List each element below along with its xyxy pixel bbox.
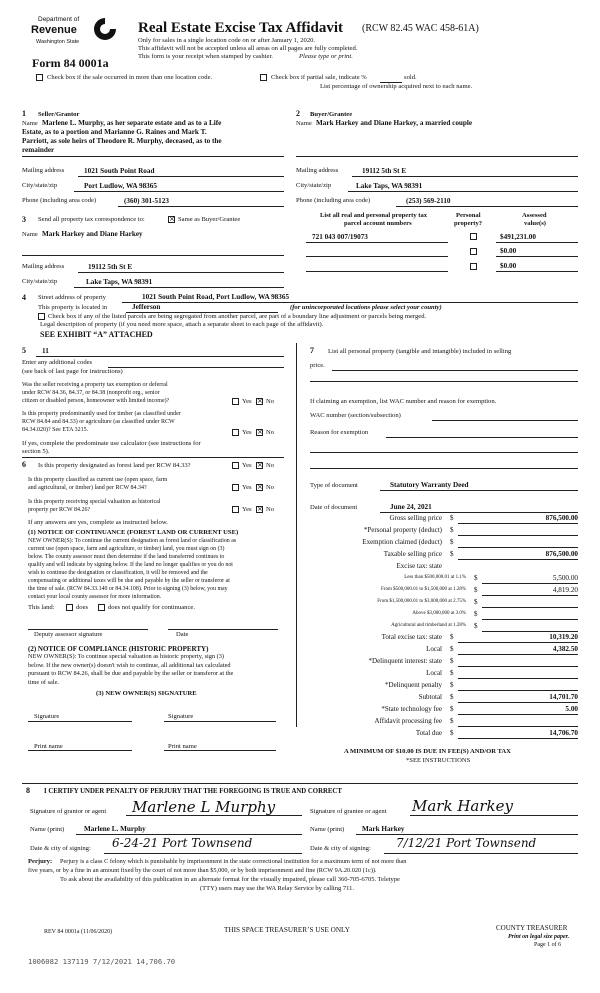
wac-number-label: WAC number (section/subsection) bbox=[310, 412, 401, 419]
no-label: No bbox=[266, 398, 275, 405]
document-type-label: Type of document bbox=[310, 482, 358, 489]
same-as-buyer-label: Same as Buyer/Grantee bbox=[178, 216, 241, 223]
notice1-line: NEW OWNER(S): To continue the current designation as forest land or classification as bbox=[28, 538, 237, 544]
partial-sale-label: Check box if partial sale, indicate % bbox=[271, 74, 367, 81]
calc-value-subtotal[interactable]: 14,701.70 bbox=[549, 693, 578, 701]
location-code-field[interactable]: 11 bbox=[42, 347, 49, 355]
partial-sale-checkbox[interactable] bbox=[260, 74, 267, 81]
calc-label-local-label: Local bbox=[426, 645, 442, 653]
calc-label-tech-fee-label: *State technology fee bbox=[381, 705, 442, 713]
does-not-qualify-label: does not qualify for continuance. bbox=[108, 604, 195, 611]
deputy-signature-label: Deputy assessor signature bbox=[34, 631, 103, 638]
current-use-no-checkbox[interactable]: × bbox=[257, 483, 263, 491]
dollar-sign: $ bbox=[450, 514, 454, 522]
notice1-line: current use (open space, farm and agriculture, or timber) land, you must sign on (3) bbox=[28, 546, 225, 552]
treasurer-use-label: THIS SPACE TREASURER’S USE ONLY bbox=[224, 926, 350, 934]
form-title-ref: (RCW 82.45 WAC 458-61A) bbox=[362, 23, 479, 34]
page-number: Page 1 of 6 bbox=[534, 942, 562, 948]
perjury-text-l2: five years, or by a fine in an amount fixed by the court of not more than $5,000, or by both imprisonment and fine (RCW 9A.20.020 (1c)). bbox=[28, 867, 377, 874]
ownership-note: List percentage of ownership acquired next to each name. bbox=[320, 83, 473, 90]
dept-line3: Washington State bbox=[36, 39, 80, 45]
grantee-signature[interactable]: Mark Harkey bbox=[412, 797, 513, 815]
calc-label-gross-label: Gross selling price bbox=[389, 514, 442, 522]
multiple-location-label: Check box if the sale occurred in more than one location code. bbox=[47, 74, 213, 81]
timber-question-l2: RCW 84.84 and 84.33) or agriculture (as classified under RCW bbox=[22, 419, 175, 425]
exemption-claim-label: If claiming an exemption, list WAC number and reason for exemption. bbox=[310, 398, 497, 405]
historic-yes-checkbox[interactable] bbox=[232, 506, 239, 513]
historic-no-checkbox[interactable]: × bbox=[257, 505, 263, 513]
this-land-label: This land: bbox=[28, 604, 55, 611]
dollar-sign: $ bbox=[474, 586, 478, 594]
calc-label-tier5-label: Agricultural and timberland at 1.28% bbox=[391, 623, 466, 628]
personal-property-checkbox-1[interactable] bbox=[470, 233, 477, 240]
calc-label-total-due-label: Total due bbox=[415, 729, 442, 737]
calc-label-total-state-label: Total excise tax: state bbox=[381, 633, 442, 641]
calc-label-subtotal-label: Subtotal bbox=[418, 693, 442, 701]
does-label: does bbox=[76, 604, 89, 611]
dollar-sign: $ bbox=[474, 574, 478, 582]
notice1-line: compensating or additional taxes will be due and payable by the seller or transferor at bbox=[28, 578, 230, 584]
additional-codes-label: Enter any additional codes bbox=[22, 359, 93, 366]
grantee-name-print-label: Name (print) bbox=[310, 826, 345, 833]
calc-value-total-due[interactable]: 14,706.70 bbox=[549, 729, 578, 737]
alternate-format-l2: (TTY) users may use the WA Relay Service by calling 711. bbox=[200, 885, 354, 892]
forest-no-checkbox[interactable]: × bbox=[257, 461, 263, 469]
seller-name-line1: Marlene L. Murphy, as her separate estate and as to a Life bbox=[42, 119, 222, 127]
section-2-number: 2 bbox=[296, 109, 300, 118]
dollar-sign: $ bbox=[450, 633, 454, 641]
calc-label-excise-state-label: Excise tax: state bbox=[396, 562, 442, 570]
exemption-reason-label: Reason for exemption bbox=[310, 429, 369, 436]
header-note2: This affidavit will not be accepted unless all areas on all pages are fully completed. bbox=[138, 45, 358, 52]
personal-property-label-l1: List all personal property (tangible and intangible) included in selling bbox=[328, 348, 512, 355]
sold-label: sold. bbox=[404, 74, 417, 81]
dollar-sign: $ bbox=[450, 550, 454, 558]
calc-label-tier4-label: Above $3,000,000 at 3.0% bbox=[412, 611, 466, 616]
yes-label: Yes bbox=[242, 506, 252, 513]
buyer-mailing-field[interactable]: 19112 5th St E bbox=[362, 167, 407, 175]
calc-label-taxable-label: Taxable selling price bbox=[383, 550, 442, 558]
section-6-number: 6 bbox=[22, 460, 26, 469]
seller-name-line3: Parriott, as sole heirs of Theodore R. Murphy, deceased, as to the bbox=[22, 137, 222, 145]
cashier-stamp: 1006082 137119 7/12/2021 14,706.70 bbox=[28, 957, 176, 966]
calc-value-tier1[interactable]: 5,500.00 bbox=[552, 574, 578, 582]
calc-value-tech-fee[interactable]: 5.00 bbox=[565, 705, 578, 713]
section-3-number: 3 bbox=[22, 215, 26, 224]
seller-name-label: Name bbox=[22, 120, 38, 127]
wa-logo-icon bbox=[92, 16, 118, 42]
calc-value-taxable[interactable]: 876,500.00 bbox=[545, 550, 578, 558]
forest-land-question: Is this property designated as forest land per RCW 84.33? bbox=[38, 462, 191, 469]
exemption-question-l3: citizen or disabled person, homeowner with limited income)? bbox=[22, 398, 170, 404]
buyer-mailing-label: Mailing address bbox=[296, 167, 339, 174]
section-4-number: 4 bbox=[22, 293, 26, 302]
located-in-label: This property is located in bbox=[38, 304, 108, 311]
seller-mailing-label: Mailing address bbox=[22, 167, 65, 174]
personal-property-checkbox-3[interactable] bbox=[470, 263, 477, 270]
document-date-field[interactable]: June 24, 2021 bbox=[390, 503, 432, 511]
personal-col-header1: Personal bbox=[456, 212, 481, 219]
exhibit-reference: SEE EXHIBIT “A” ATTACHED bbox=[40, 330, 153, 339]
parcel-number-1[interactable]: 721 043 007/19073 bbox=[312, 233, 368, 241]
no-label: No bbox=[266, 462, 275, 469]
grantee-signature-label: Signature of grantee or agent bbox=[310, 808, 387, 815]
dollar-sign: $ bbox=[450, 645, 454, 653]
document-type-field[interactable]: Statutory Warranty Deed bbox=[390, 481, 469, 489]
buyer-name-label: Name bbox=[296, 120, 312, 127]
correspondence-label: Send all property tax correspondence to: bbox=[38, 216, 145, 223]
assessed-col-header1: Assessed bbox=[522, 212, 547, 219]
see-back-note: (see back of last page for instructions) bbox=[22, 368, 123, 375]
buyer-city-label: City/state/zip bbox=[296, 182, 332, 189]
section-1-number: 1 bbox=[22, 109, 26, 118]
dept-line2: Revenue bbox=[31, 24, 77, 36]
notice1-line: the time of sale. (RCW 84.33.140 or 84.34.108). Prior to signing (3) below, you may bbox=[28, 586, 228, 592]
owner-print-name-label-2: Print name bbox=[168, 743, 197, 750]
form-revision: REV 84 0001a (11/06/2020) bbox=[44, 929, 113, 935]
section-8-number: 8 bbox=[26, 786, 30, 795]
dollar-sign: $ bbox=[474, 610, 478, 618]
dollar-sign: $ bbox=[450, 526, 454, 534]
owner-signature-label-1: Signature bbox=[34, 713, 60, 720]
deputy-date-label: Date bbox=[176, 631, 189, 638]
dept-line1: Department of bbox=[38, 16, 80, 23]
calc-label-delinq-penalty-label: *Delinquent penalty bbox=[385, 681, 442, 689]
exemption-yes-checkbox[interactable] bbox=[232, 398, 239, 405]
legal-paper-note: Print on legal size paper. bbox=[508, 934, 570, 940]
calc-label-personal-label: *Personal property (deduct) bbox=[363, 526, 442, 534]
minimum-due-note: A MINIMUM OF $10.00 IS DUE IN FEE(S) AND/OR TAX bbox=[344, 748, 511, 755]
yes-label: Yes bbox=[242, 398, 252, 405]
grantor-signature[interactable]: Marlene L Murphy bbox=[132, 798, 276, 816]
parcel-col-header1: List all real and personal property tax bbox=[320, 212, 428, 219]
county-treasurer-label: COUNTY TREASURER bbox=[496, 924, 568, 932]
dollar-sign: $ bbox=[450, 657, 454, 665]
buyer-label: Buyer/Grantee bbox=[310, 111, 353, 118]
dollar-sign: $ bbox=[474, 598, 478, 606]
perjury-label: Perjury: bbox=[28, 858, 53, 865]
calc-value-tier2[interactable]: 4,819.20 bbox=[552, 586, 578, 594]
calculator-note-l2: section 5). bbox=[22, 448, 50, 455]
dollar-sign: $ bbox=[450, 705, 454, 713]
buyer-name-field[interactable]: Mark Harkey and Diane Harkey, a married couple bbox=[316, 119, 473, 127]
buyer-phone-field[interactable]: (253) 569-2110 bbox=[406, 197, 451, 205]
calc-label-delinq-int-state-label: *Delinquent interest: state bbox=[368, 657, 442, 665]
assessed-value-1[interactable]: $491,231.00 bbox=[500, 233, 536, 241]
assessed-value-3[interactable]: $0.00 bbox=[500, 262, 517, 270]
dollar-sign: $ bbox=[450, 717, 454, 725]
header-note3: This form is your receipt when stamped by cashier. bbox=[138, 53, 273, 60]
buyer-phone-label: Phone (including area code) bbox=[296, 197, 371, 204]
notice-compliance-title: (2) NOTICE OF COMPLIANCE (HISTORIC PROPERTY) bbox=[28, 645, 209, 653]
grantor-date-city[interactable]: 6-24-21 Port Townsend bbox=[112, 836, 253, 850]
form-number: Form 84 0001a bbox=[32, 56, 109, 70]
personal-property-label-l2: price. bbox=[310, 362, 325, 369]
seller-name-line2: Estate, as to a portion and Marianne G. Raines and Mark T. bbox=[22, 128, 207, 136]
calculator-note-l1: If yes, complete the predominate use calculator (see instructions for bbox=[22, 440, 201, 447]
unincorporated-note: (for unincorporated locations please select your county) bbox=[290, 304, 442, 311]
certify-statement: I CERTIFY UNDER PENALTY OF PERJURY THAT THE FOREGOING IS TRUE AND CORRECT bbox=[44, 788, 342, 795]
corr-city-field[interactable]: Lake Taps, WA 98391 bbox=[86, 278, 153, 286]
multiple-location-checkbox[interactable] bbox=[36, 74, 43, 81]
dollar-sign: $ bbox=[450, 729, 454, 737]
dollar-sign: $ bbox=[450, 538, 454, 546]
notice-continuance-title: (1) NOTICE OF CONTINUANCE (FOREST LAND OR CURRENT USE) bbox=[28, 529, 239, 536]
dollar-sign: $ bbox=[450, 681, 454, 689]
dollar-sign: $ bbox=[474, 622, 478, 630]
seller-phone-field[interactable]: (360) 301-5123 bbox=[124, 197, 169, 205]
calc-label-exemption-label: Exemption claimed (deduct) bbox=[362, 538, 442, 546]
owner-print-name-label-1: Print name bbox=[34, 743, 63, 750]
current-use-question-l2: and agricultural, or timber) land per RCW 84.34? bbox=[28, 485, 147, 491]
current-use-question-l1: Is this property classified as current use (open space, farm bbox=[28, 477, 168, 483]
corr-mailing-field[interactable]: 19112 5th St E bbox=[88, 263, 133, 271]
assessed-value-2[interactable]: $0.00 bbox=[500, 247, 517, 255]
no-label: No bbox=[266, 506, 275, 513]
perjury-text-l1: Perjury is a class C felony which is punishable by imprisonment in the state correctional institution for a maximum term of not more than bbox=[60, 858, 407, 865]
corr-city-label: City/state/zip bbox=[22, 278, 58, 285]
historic-question-l2: property per RCW 84.26? bbox=[28, 507, 91, 513]
notice1-line: contact your local county assessor for more information. bbox=[28, 594, 162, 600]
yes-label: Yes bbox=[242, 462, 252, 469]
grantor-name-print-label: Name (print) bbox=[30, 826, 65, 833]
seller-city-label: City/state/zip bbox=[22, 182, 58, 189]
historic-question-l1: Is this property receiving special valuation as historical bbox=[28, 499, 161, 505]
no-label: No bbox=[266, 484, 275, 491]
dor-logo bbox=[28, 14, 128, 56]
timber-yes-checkbox[interactable] bbox=[232, 429, 239, 436]
alternate-format-l1: To ask about the availability of this publication in an alternate format for the visually impaired, please call 360-705-6705. Teletype bbox=[60, 876, 400, 883]
no-label: No bbox=[266, 429, 275, 436]
grantee-name-print[interactable]: Mark Harkey bbox=[362, 825, 405, 833]
notice2-line: below. If the new owner(s) doesn't wish to continue, all additional tax calculated bbox=[28, 661, 231, 669]
seller-name-line4: remainder bbox=[22, 146, 55, 154]
property-street-label: Street address of property bbox=[38, 294, 106, 301]
property-street-field[interactable]: 1021 South Point Road, Port Ludlow, WA 98365 bbox=[142, 293, 290, 301]
yes-label: Yes bbox=[242, 484, 252, 491]
calc-label-tier2-label: From $500,000.01 to $1,500,000 at 1.28% bbox=[381, 587, 466, 592]
forest-yes-checkbox[interactable] bbox=[232, 462, 239, 469]
see-instructions-note: *SEE INSTRUCTIONS bbox=[406, 757, 471, 764]
corr-name-field[interactable]: Mark Harkey and Diane Harkey bbox=[42, 230, 143, 238]
notice2-line: time of sale. bbox=[28, 678, 59, 686]
grantor-date-city-label: Date & city of signing: bbox=[30, 845, 91, 852]
calc-label-tier3-label: From $1,500,000.01 to $3,000,000 at 2.75% bbox=[377, 599, 466, 604]
corr-mailing-label: Mailing address bbox=[22, 263, 65, 270]
personal-property-checkbox-2[interactable] bbox=[470, 248, 477, 255]
timber-no-checkbox[interactable]: × bbox=[257, 428, 263, 436]
seller-label: Seller/Grantor bbox=[38, 111, 80, 118]
exemption-no-checkbox[interactable]: × bbox=[257, 397, 263, 405]
exemption-question-l1: Was the seller receiving a property tax exemption or deferral bbox=[22, 382, 168, 388]
document-date-label: Date of document bbox=[310, 504, 358, 511]
grantee-date-city[interactable]: 7/12/21 Port Townsend bbox=[396, 836, 537, 850]
calc-value-gross[interactable]: 876,500.00 bbox=[545, 514, 578, 522]
personal-col-header2: property? bbox=[454, 220, 483, 227]
new-owner-signature-title: (3) NEW OWNER(S) SIGNATURE bbox=[96, 690, 197, 697]
section-7-number: 7 bbox=[310, 346, 314, 355]
current-use-yes-checkbox[interactable] bbox=[232, 484, 239, 491]
buyer-city-field[interactable]: Lake Taps, WA 98391 bbox=[356, 182, 423, 190]
parcel-col-header2: parcel account numbers bbox=[344, 220, 412, 227]
calc-label-delinq-int-local-label: Local bbox=[426, 669, 442, 677]
legal-description-label: Legal description of property (if you need more space, attach a separate sheet to each page of the affidavit). bbox=[40, 321, 324, 328]
header-note1: Only for sales in a single location code on or after January 1, 2020. bbox=[138, 37, 316, 44]
calc-label-tier1-label: Less than $500,000.01 at 1.1% bbox=[404, 575, 466, 580]
dollar-sign: $ bbox=[450, 669, 454, 677]
timber-question-l3: 84.34.020)? See ETA 3215. bbox=[22, 427, 89, 433]
does-qualify-checkbox[interactable] bbox=[66, 604, 73, 611]
segregated-label: Check box if any of the listed parcels are being segregated from another parcel, are part of a boundary line adjustment or parcels being merged. bbox=[48, 313, 427, 320]
seller-city-field[interactable]: Port Ludlow, WA 98365 bbox=[84, 182, 157, 190]
calc-label-affidavit-fee-label: Affidavit processing fee bbox=[374, 717, 442, 725]
notice1-line: below. The county assessor must then determine if the land transferred continues to bbox=[28, 554, 225, 560]
notice1-line: qualify and will indicate by signing below. If the land no longer qualifies or you do not bbox=[28, 562, 233, 568]
does-not-qualify-checkbox[interactable] bbox=[98, 604, 105, 611]
notice1-line: wish to continue the designation or classification, it will be removed and the bbox=[28, 570, 208, 576]
if-yes-note: If any answers are yes, complete as instructed below. bbox=[28, 519, 168, 526]
calc-value-local[interactable]: 4,382.50 bbox=[552, 645, 578, 653]
segregated-checkbox[interactable] bbox=[38, 313, 45, 320]
exemption-question-l2: under RCW 84.36, 84.37, or 84.38 (nonprofit org., senior bbox=[22, 390, 160, 396]
yes-label: Yes bbox=[242, 429, 252, 436]
county-field[interactable]: Jefferson bbox=[132, 303, 161, 311]
section-5-number: 5 bbox=[22, 346, 26, 355]
notice2-line: NEW OWNER(S): To continue special valuation as historic property, sign (3) bbox=[28, 653, 225, 660]
calc-value-total-state[interactable]: 10,319.20 bbox=[549, 633, 578, 641]
corr-name-label: Name bbox=[22, 231, 38, 238]
owner-signature-label-2: Signature bbox=[168, 713, 194, 720]
notice2-line: pursuant to RCW 84.26, shall be due and payable by the seller or transferor at the bbox=[28, 670, 234, 677]
grantee-date-city-label: Date & city of signing: bbox=[310, 845, 371, 852]
same-as-buyer-checkbox[interactable]: × bbox=[169, 215, 175, 223]
timber-question-l1: Is this property predominantly used for timber (as classified under bbox=[22, 411, 181, 417]
assessed-col-header2: value(s) bbox=[524, 220, 546, 227]
dollar-sign: $ bbox=[450, 693, 454, 701]
grantor-signature-label: Signature of grantor or agent bbox=[30, 808, 107, 815]
grantor-name-print[interactable]: Marlene L. Murphy bbox=[84, 825, 146, 833]
form-title: Real Estate Excise Tax Affidavit bbox=[138, 20, 343, 36]
header-note3-italic: Please type or print. bbox=[299, 53, 353, 60]
seller-phone-label: Phone (including area code) bbox=[22, 197, 97, 204]
seller-mailing-field[interactable]: 1021 South Point Road bbox=[84, 167, 155, 175]
